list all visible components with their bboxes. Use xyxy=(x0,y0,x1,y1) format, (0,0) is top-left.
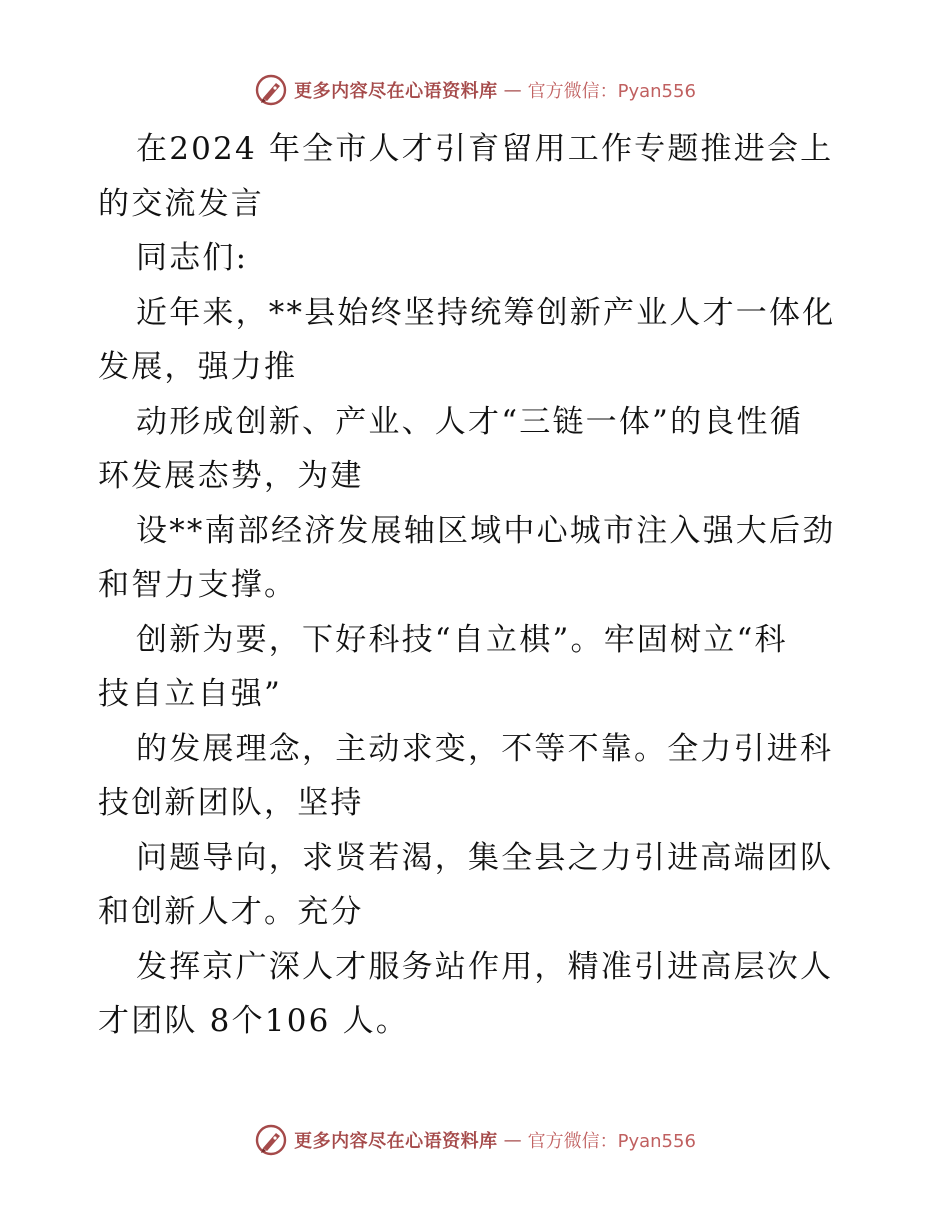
document-line: 创新为要，下好科技“自立棋”。牢固树立“科 xyxy=(136,621,788,658)
header-banner xyxy=(0,70,950,110)
footer-banner xyxy=(0,1120,950,1160)
document-line: 动形成创新、产业、人才“三链一体”的良性循 xyxy=(136,403,803,440)
document-line: 环发展态势，为建 xyxy=(98,458,364,494)
footer-banner-contact: 官方微信：Pyan556 xyxy=(527,1131,696,1152)
header-banner-separator: — xyxy=(503,79,522,101)
pen-logo-icon xyxy=(254,73,288,107)
document-line: 在2024 年全市人才引育留用工作专题推进会上 xyxy=(136,131,834,167)
pen-logo-icon xyxy=(254,1123,288,1157)
document-line: 设**南部经济发展轴区域中心城市注入强大后劲 xyxy=(136,512,836,549)
header-banner-contact: 官方微信：Pyan556 xyxy=(527,81,696,102)
header-banner-title: 更多内容尽在心语资料库 xyxy=(294,81,498,102)
document-line: 才团队 8个106 人。 xyxy=(98,1003,409,1039)
document-line: 同志们: xyxy=(136,240,249,276)
document-line: 发展，强力推 xyxy=(98,349,298,385)
document-line: 和创新人才。充分 xyxy=(98,894,364,930)
document-line: 的发展理念，主动求变，不等不靠。全力引进科 xyxy=(136,730,834,767)
document-line: 和智力支撑。 xyxy=(98,567,298,603)
footer-banner-separator: — xyxy=(503,1129,522,1151)
document-line: 的交流发言 xyxy=(98,185,264,222)
document-line: 问题导向，求贤若渴，集全县之力引进高端团队 xyxy=(136,839,834,876)
document-line: 技创新团队，坚持 xyxy=(98,785,364,821)
footer-banner-title: 更多内容尽在心语资料库 xyxy=(294,1131,498,1152)
document-line: 技自立自强” xyxy=(98,676,283,712)
document-line: 发挥京广深人才服务站作用，精准引进高层次人 xyxy=(136,948,834,985)
document-line: 近年来，**县始终坚持统筹创新产业人才一体化 xyxy=(136,294,836,331)
document-body xyxy=(98,122,858,1049)
